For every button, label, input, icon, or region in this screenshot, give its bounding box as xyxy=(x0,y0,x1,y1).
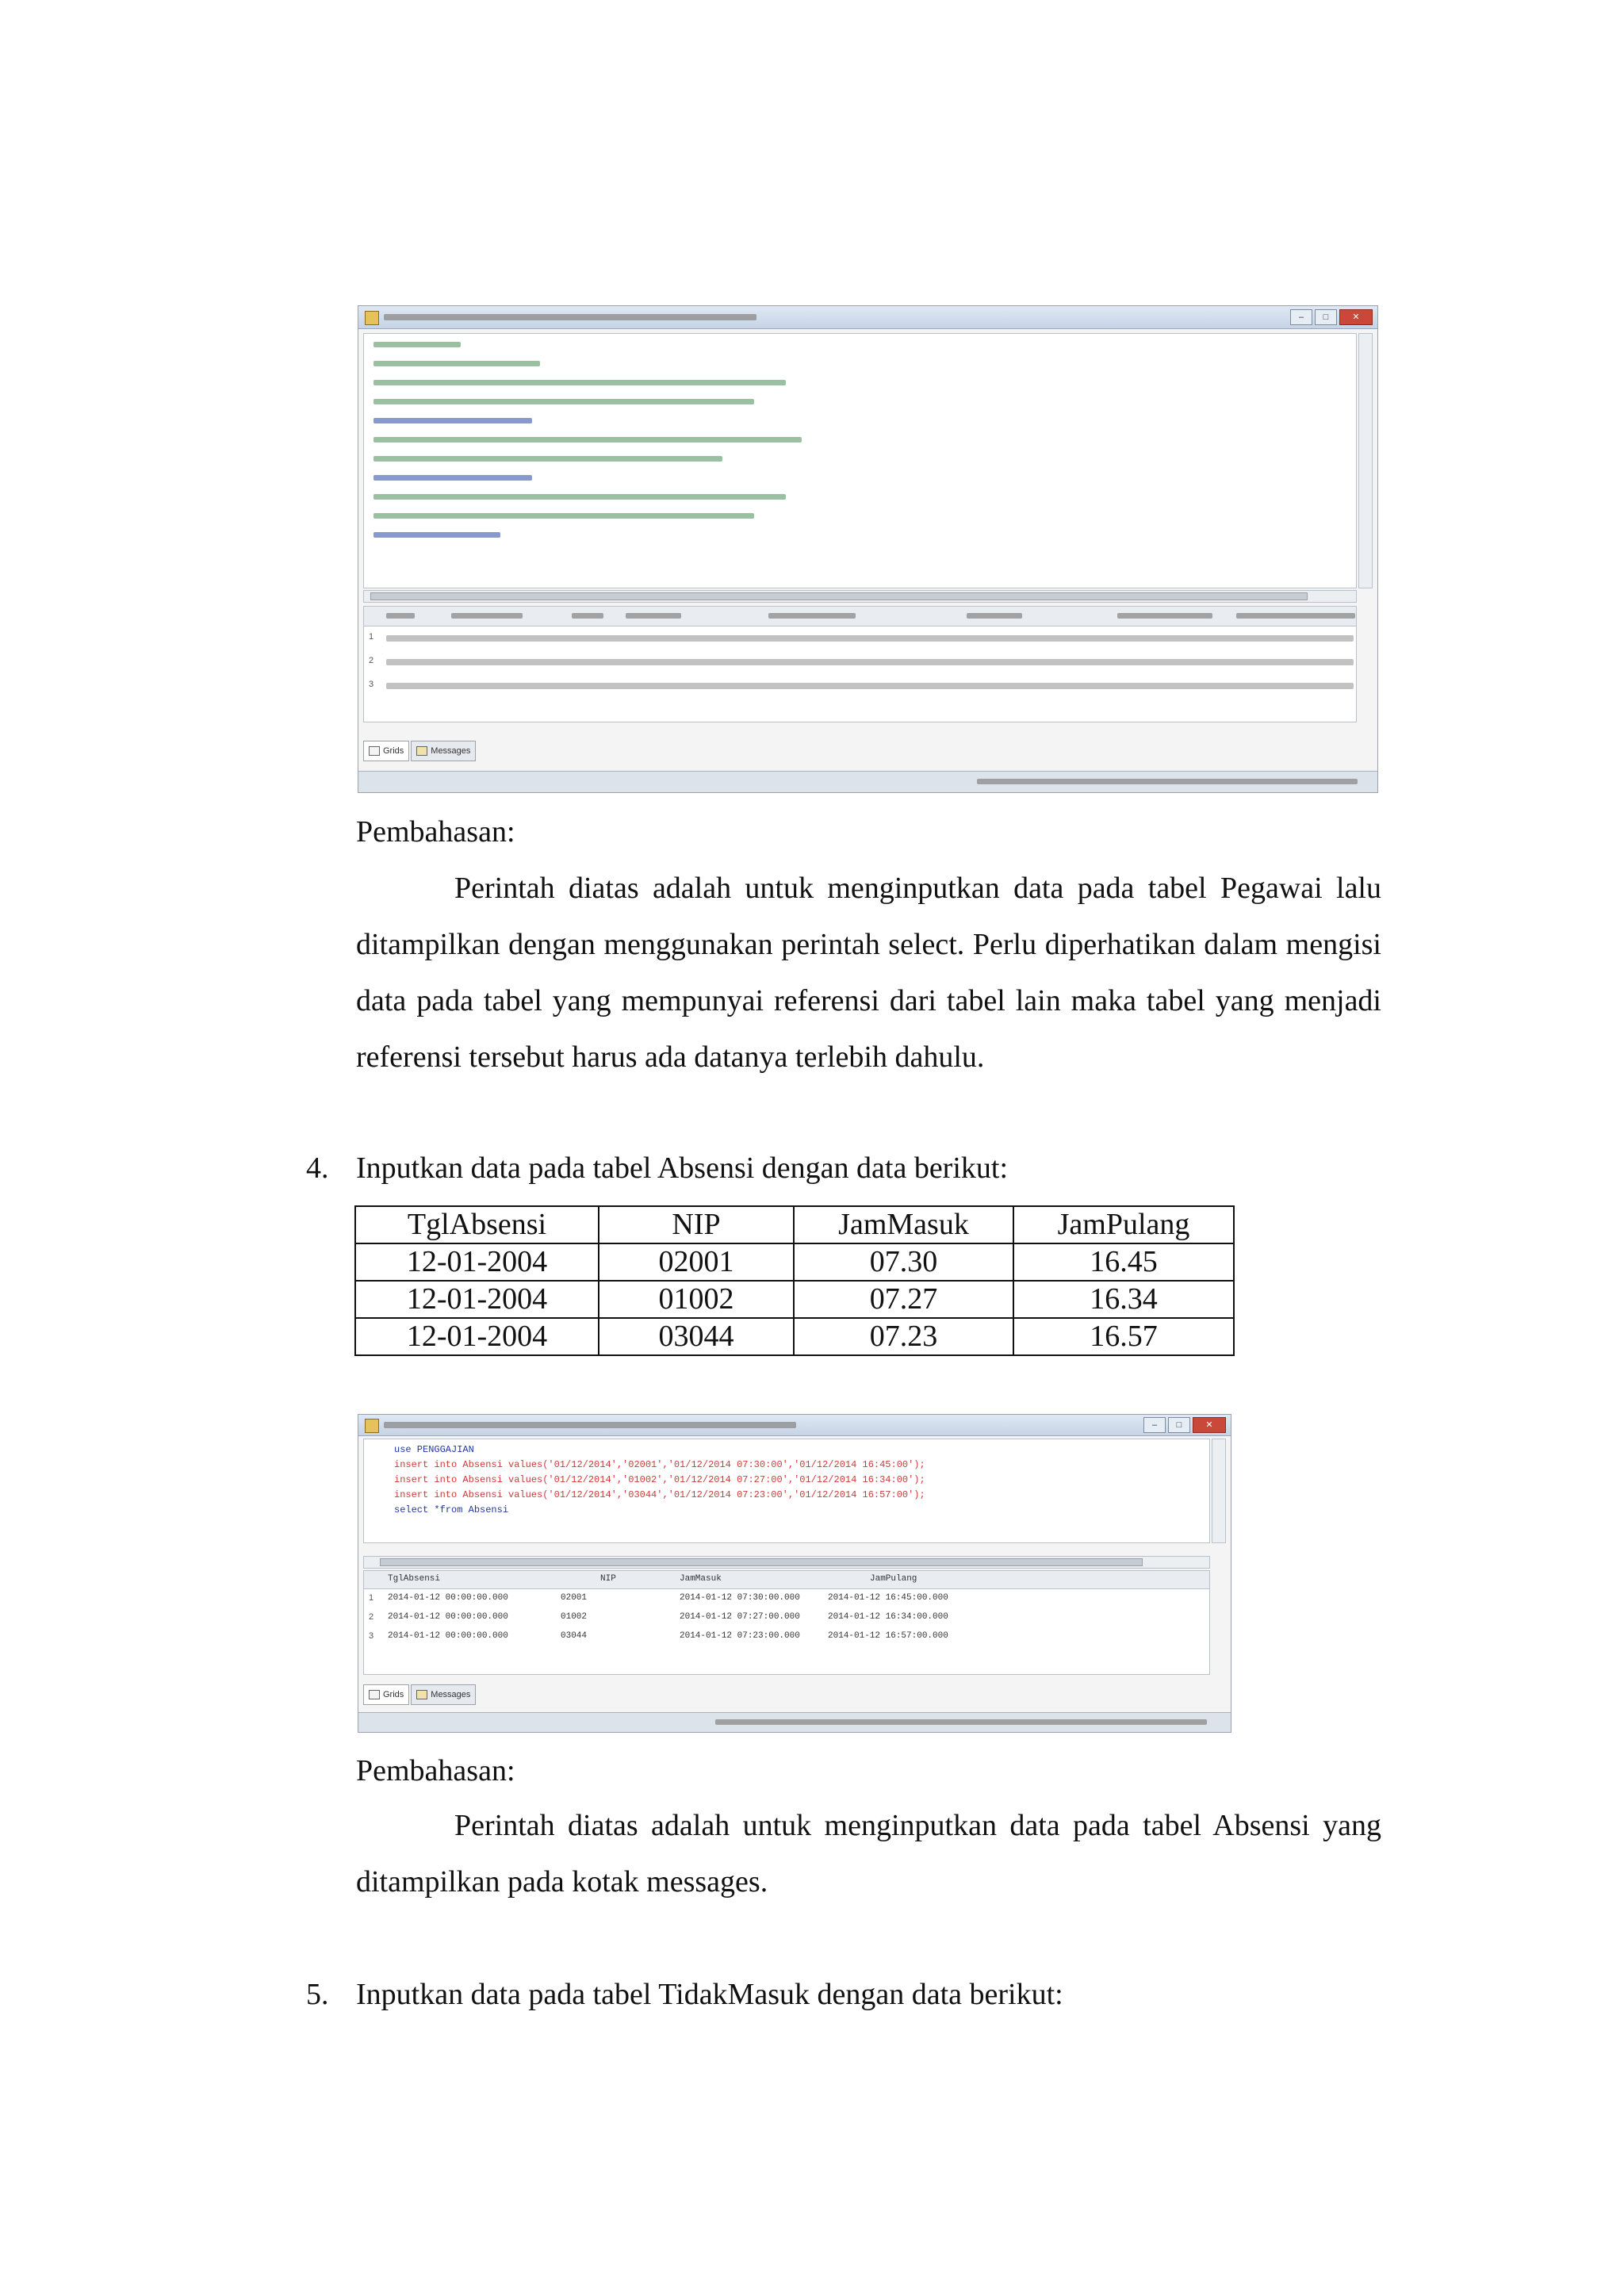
table-cell: 12-01-2004 xyxy=(355,1243,599,1281)
row-number: 2 xyxy=(368,656,374,665)
absensi-data-table xyxy=(354,1205,1235,1356)
sql-code xyxy=(394,1443,925,1518)
tab-messages-label: Messages xyxy=(431,746,471,756)
sql-line: insert into Absensi values('01/12/2014','03044','01/12/2014 07:23:00','01/12/2014 16:57:00'); xyxy=(394,1489,925,1500)
tab-messages-label: Messages xyxy=(431,1690,471,1699)
table-cell: 07.23 xyxy=(794,1318,1013,1355)
tab-grids-label: Grids xyxy=(383,746,404,756)
minimize-icon[interactable]: – xyxy=(1143,1417,1166,1433)
minimize-icon[interactable]: – xyxy=(1290,309,1312,325)
table-cell: 2014-01-12 16:34:00.000 xyxy=(828,1612,948,1622)
table-cell: 16.45 xyxy=(1013,1243,1234,1281)
table-cell: 03044 xyxy=(561,1631,588,1641)
row-number: 3 xyxy=(368,680,374,689)
window-controls xyxy=(1143,1417,1226,1433)
window-controls xyxy=(1290,309,1373,325)
table-cell: 2014-01-12 16:57:00.000 xyxy=(828,1631,948,1641)
sql-editor[interactable] xyxy=(363,333,1357,588)
status-text-blurred xyxy=(715,1719,1207,1725)
tab-messages[interactable] xyxy=(411,741,476,761)
table-header-row xyxy=(355,1206,1234,1243)
sql-line: insert into Absensi values('01/12/2014','02001','01/12/2014 07:30:00','01/12/2014 16:45:00'); xyxy=(394,1459,925,1470)
results-tabs xyxy=(363,1684,476,1705)
table-cell: 03044 xyxy=(599,1318,794,1355)
results-grid-header xyxy=(364,1571,1209,1589)
discussion-label-4: Pembahasan: xyxy=(356,1754,515,1787)
table-cell: 2014-01-12 07:23:00.000 xyxy=(680,1631,800,1641)
table-header: TglAbsensi xyxy=(355,1206,599,1243)
table-cell: 2014-01-12 07:27:00.000 xyxy=(680,1612,800,1622)
messages-icon xyxy=(416,1690,427,1699)
column-header: JamMasuk xyxy=(680,1574,722,1584)
messages-icon xyxy=(416,746,427,756)
table-header: JamPulang xyxy=(1013,1206,1234,1243)
discussion-label-3: Pembahasan: xyxy=(356,815,515,849)
tab-grids[interactable] xyxy=(363,1684,409,1705)
table-cell: 2014-01-12 00:00:00.000 xyxy=(388,1631,508,1641)
list-number: 5. xyxy=(306,1978,329,2011)
row-number: 1 xyxy=(368,632,374,642)
tab-grids[interactable] xyxy=(363,741,409,761)
discussion-text-4: Perintah diatas adalah untuk menginputkan data pada tabel Absensi yang ditampilkan pada kotak messages. xyxy=(356,1809,1381,1898)
close-icon[interactable]: ✕ xyxy=(1339,309,1373,325)
table-cell: 2014-01-12 07:30:00.000 xyxy=(680,1593,800,1603)
status-bar xyxy=(358,771,1377,792)
scrollbar-thumb[interactable] xyxy=(380,1558,1143,1566)
query-window-pegawai xyxy=(358,305,1378,793)
query-window-titlebar xyxy=(358,306,1377,329)
sql-line: select *from Absensi xyxy=(394,1504,509,1515)
query-file-icon xyxy=(365,311,379,325)
table-row xyxy=(355,1281,1234,1318)
column-header: JamPulang xyxy=(870,1574,917,1584)
results-tabs xyxy=(363,741,476,761)
results-grid[interactable] xyxy=(363,1570,1210,1675)
table-row xyxy=(355,1243,1234,1281)
query-window-absensi xyxy=(358,1414,1231,1733)
sql-line: insert into Absensi values('01/12/2014','01002','01/12/2014 07:27:00','01/12/2014 16:34:00'); xyxy=(394,1474,925,1485)
table-cell: 16.57 xyxy=(1013,1318,1234,1355)
editor-vertical-scrollbar[interactable] xyxy=(1212,1439,1226,1543)
discussion-text-3: Perintah diatas adalah untuk menginputkan data pada tabel Pegawai lalu ditampilkan dengan menggunakan perintah select. Perlu diperhatikan dalam mengisi data pada tabel yang mempunyai referensi dari tabel lain maka tabel yang menjadi referensi tersebut harus ada datanya terlebih dahulu. xyxy=(356,872,1381,1074)
editor-vertical-scrollbar[interactable] xyxy=(1358,333,1373,588)
discussion-paragraph-4 xyxy=(356,1798,1381,1910)
maximize-icon[interactable]: □ xyxy=(1315,309,1337,325)
close-icon[interactable]: ✕ xyxy=(1193,1417,1226,1433)
scrollbar-thumb[interactable] xyxy=(370,592,1308,600)
window-title-blurred xyxy=(384,314,756,320)
list-item-text: Inputkan data pada tabel TidakMasuk dengan data berikut: xyxy=(356,1978,1063,2011)
table-cell: 12-01-2004 xyxy=(355,1318,599,1355)
list-item-text: Inputkan data pada tabel Absensi dengan data berikut: xyxy=(356,1151,1009,1185)
table-row xyxy=(355,1318,1234,1355)
sql-line: use PENGGAJIAN xyxy=(394,1444,474,1455)
discussion-paragraph-3 xyxy=(356,860,1381,1086)
grid-icon xyxy=(369,746,380,756)
status-text-blurred xyxy=(977,779,1358,784)
table-cell: 01002 xyxy=(599,1281,794,1318)
list-number: 4. xyxy=(306,1151,329,1185)
grid-icon xyxy=(369,1690,380,1699)
table-cell: 2014-01-12 16:45:00.000 xyxy=(828,1593,948,1603)
tab-messages[interactable] xyxy=(411,1684,476,1705)
table-cell: 01002 xyxy=(561,1612,588,1622)
tab-grids-label: Grids xyxy=(383,1690,404,1699)
table-header: NIP xyxy=(599,1206,794,1243)
row-number: 2 xyxy=(368,1612,374,1622)
results-grid[interactable] xyxy=(363,606,1357,722)
editor-horizontal-scrollbar[interactable] xyxy=(363,590,1357,603)
row-number: 1 xyxy=(368,1593,374,1603)
column-header: NIP xyxy=(600,1574,616,1584)
table-cell: 2014-01-12 00:00:00.000 xyxy=(388,1593,508,1603)
query-file-icon xyxy=(365,1419,379,1433)
table-cell: 16.34 xyxy=(1013,1281,1234,1318)
table-cell: 02001 xyxy=(561,1593,588,1603)
list-item-5 xyxy=(306,1977,1337,2017)
table-cell: 07.27 xyxy=(794,1281,1013,1318)
table-cell: 2014-01-12 00:00:00.000 xyxy=(388,1612,508,1622)
editor-horizontal-scrollbar[interactable] xyxy=(363,1556,1210,1569)
column-header: TglAbsensi xyxy=(388,1574,441,1584)
status-bar xyxy=(358,1712,1231,1732)
maximize-icon[interactable]: □ xyxy=(1168,1417,1190,1433)
table-cell: 02001 xyxy=(599,1243,794,1281)
table-cell: 12-01-2004 xyxy=(355,1281,599,1318)
sql-editor[interactable] xyxy=(363,1439,1210,1543)
table-cell: 07.30 xyxy=(794,1243,1013,1281)
table-header: JamMasuk xyxy=(794,1206,1013,1243)
list-item-4 xyxy=(306,1151,1337,1190)
window-title-blurred xyxy=(384,1422,796,1428)
query-window-titlebar xyxy=(358,1415,1231,1436)
results-grid-header xyxy=(364,607,1356,626)
row-number: 3 xyxy=(368,1631,374,1641)
